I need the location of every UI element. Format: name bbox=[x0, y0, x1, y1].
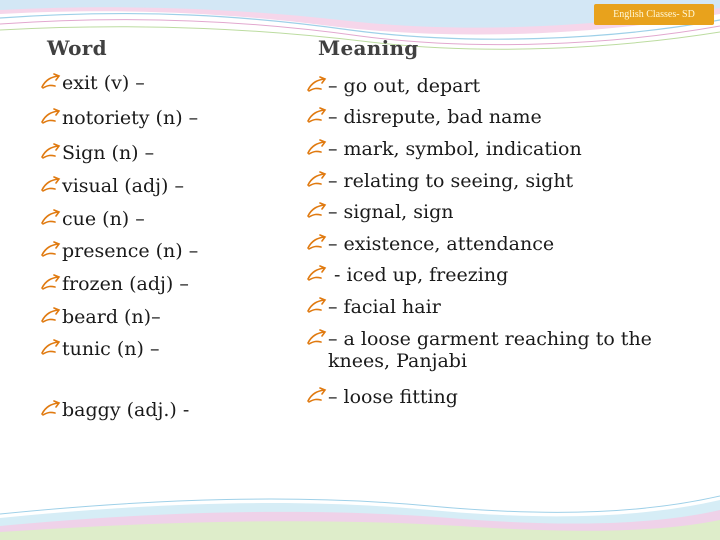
meaning-heading: Meaning bbox=[318, 36, 419, 60]
list-item bbox=[40, 142, 154, 164]
word-text: tunic (n) – bbox=[62, 338, 160, 360]
list-item bbox=[306, 201, 453, 223]
bullet-icon bbox=[306, 171, 328, 189]
bottom-decoration bbox=[0, 488, 720, 540]
meaning-text-continued: knees, Panjabi bbox=[328, 350, 468, 372]
list-item bbox=[306, 264, 508, 286]
bullet-icon bbox=[306, 234, 328, 252]
bullet-icon bbox=[40, 274, 62, 292]
meaning-text: – go out, depart bbox=[328, 75, 481, 97]
list-item bbox=[40, 107, 198, 129]
list-item bbox=[40, 338, 159, 360]
bullet-icon bbox=[40, 307, 62, 325]
bullet-icon bbox=[40, 73, 62, 91]
meaning-text: – signal, sign bbox=[328, 201, 454, 223]
bullet-icon bbox=[40, 143, 62, 161]
bullet-icon bbox=[40, 176, 62, 194]
bullet-icon bbox=[306, 76, 328, 94]
course-tag: English Classes- SD bbox=[594, 4, 714, 25]
list-item bbox=[306, 138, 582, 160]
word-text: Sign (n) – bbox=[62, 142, 155, 164]
word-text: exit (v) – bbox=[62, 72, 145, 94]
list-item bbox=[306, 386, 458, 408]
word-text: visual (adj) – bbox=[62, 175, 184, 197]
bullet-icon bbox=[40, 339, 62, 357]
bullet-icon bbox=[40, 108, 62, 126]
meaning-text: – a loose garment reaching to the bbox=[328, 328, 652, 350]
bullet-icon bbox=[306, 329, 328, 347]
bullet-icon bbox=[306, 387, 328, 405]
bullet-icon bbox=[306, 202, 328, 220]
meaning-text: – existence, attendance bbox=[328, 233, 555, 255]
meaning-text: – loose fitting bbox=[328, 386, 458, 408]
bullet-icon bbox=[40, 400, 62, 418]
word-text: frozen (adj) – bbox=[62, 273, 189, 295]
list-item bbox=[306, 233, 554, 255]
word-text: baggy (adj.) - bbox=[62, 399, 190, 421]
bullet-icon bbox=[306, 297, 328, 315]
list-item bbox=[40, 208, 145, 230]
bullet-icon bbox=[306, 265, 328, 283]
list-item bbox=[40, 273, 189, 295]
list-item bbox=[40, 175, 184, 197]
bullet-icon bbox=[306, 139, 328, 157]
list-item bbox=[306, 296, 441, 318]
list-item bbox=[40, 72, 145, 94]
word-text: presence (n) – bbox=[62, 240, 199, 262]
word-text: beard (n)– bbox=[62, 306, 161, 328]
list-item bbox=[306, 106, 542, 128]
word-text: notoriety (n) – bbox=[62, 107, 199, 129]
bullet-icon bbox=[306, 107, 328, 125]
list-item bbox=[40, 306, 161, 328]
word-heading: Word bbox=[47, 36, 107, 60]
list-item bbox=[40, 399, 189, 421]
meaning-text: – relating to seeing, sight bbox=[328, 170, 574, 192]
word-text: cue (n) – bbox=[62, 208, 145, 230]
meaning-text: - iced up, freezing bbox=[328, 264, 509, 286]
meaning-text: – disrepute, bad name bbox=[328, 106, 542, 128]
list-item bbox=[306, 75, 480, 97]
meaning-text-wrapped bbox=[328, 328, 652, 372]
meaning-text: – facial hair bbox=[328, 296, 441, 318]
meaning-text: – mark, symbol, indication bbox=[328, 138, 582, 160]
bullet-icon bbox=[40, 209, 62, 227]
bullet-icon bbox=[40, 241, 62, 259]
list-item bbox=[306, 170, 573, 192]
list-item bbox=[40, 240, 198, 262]
list-item bbox=[306, 328, 652, 372]
